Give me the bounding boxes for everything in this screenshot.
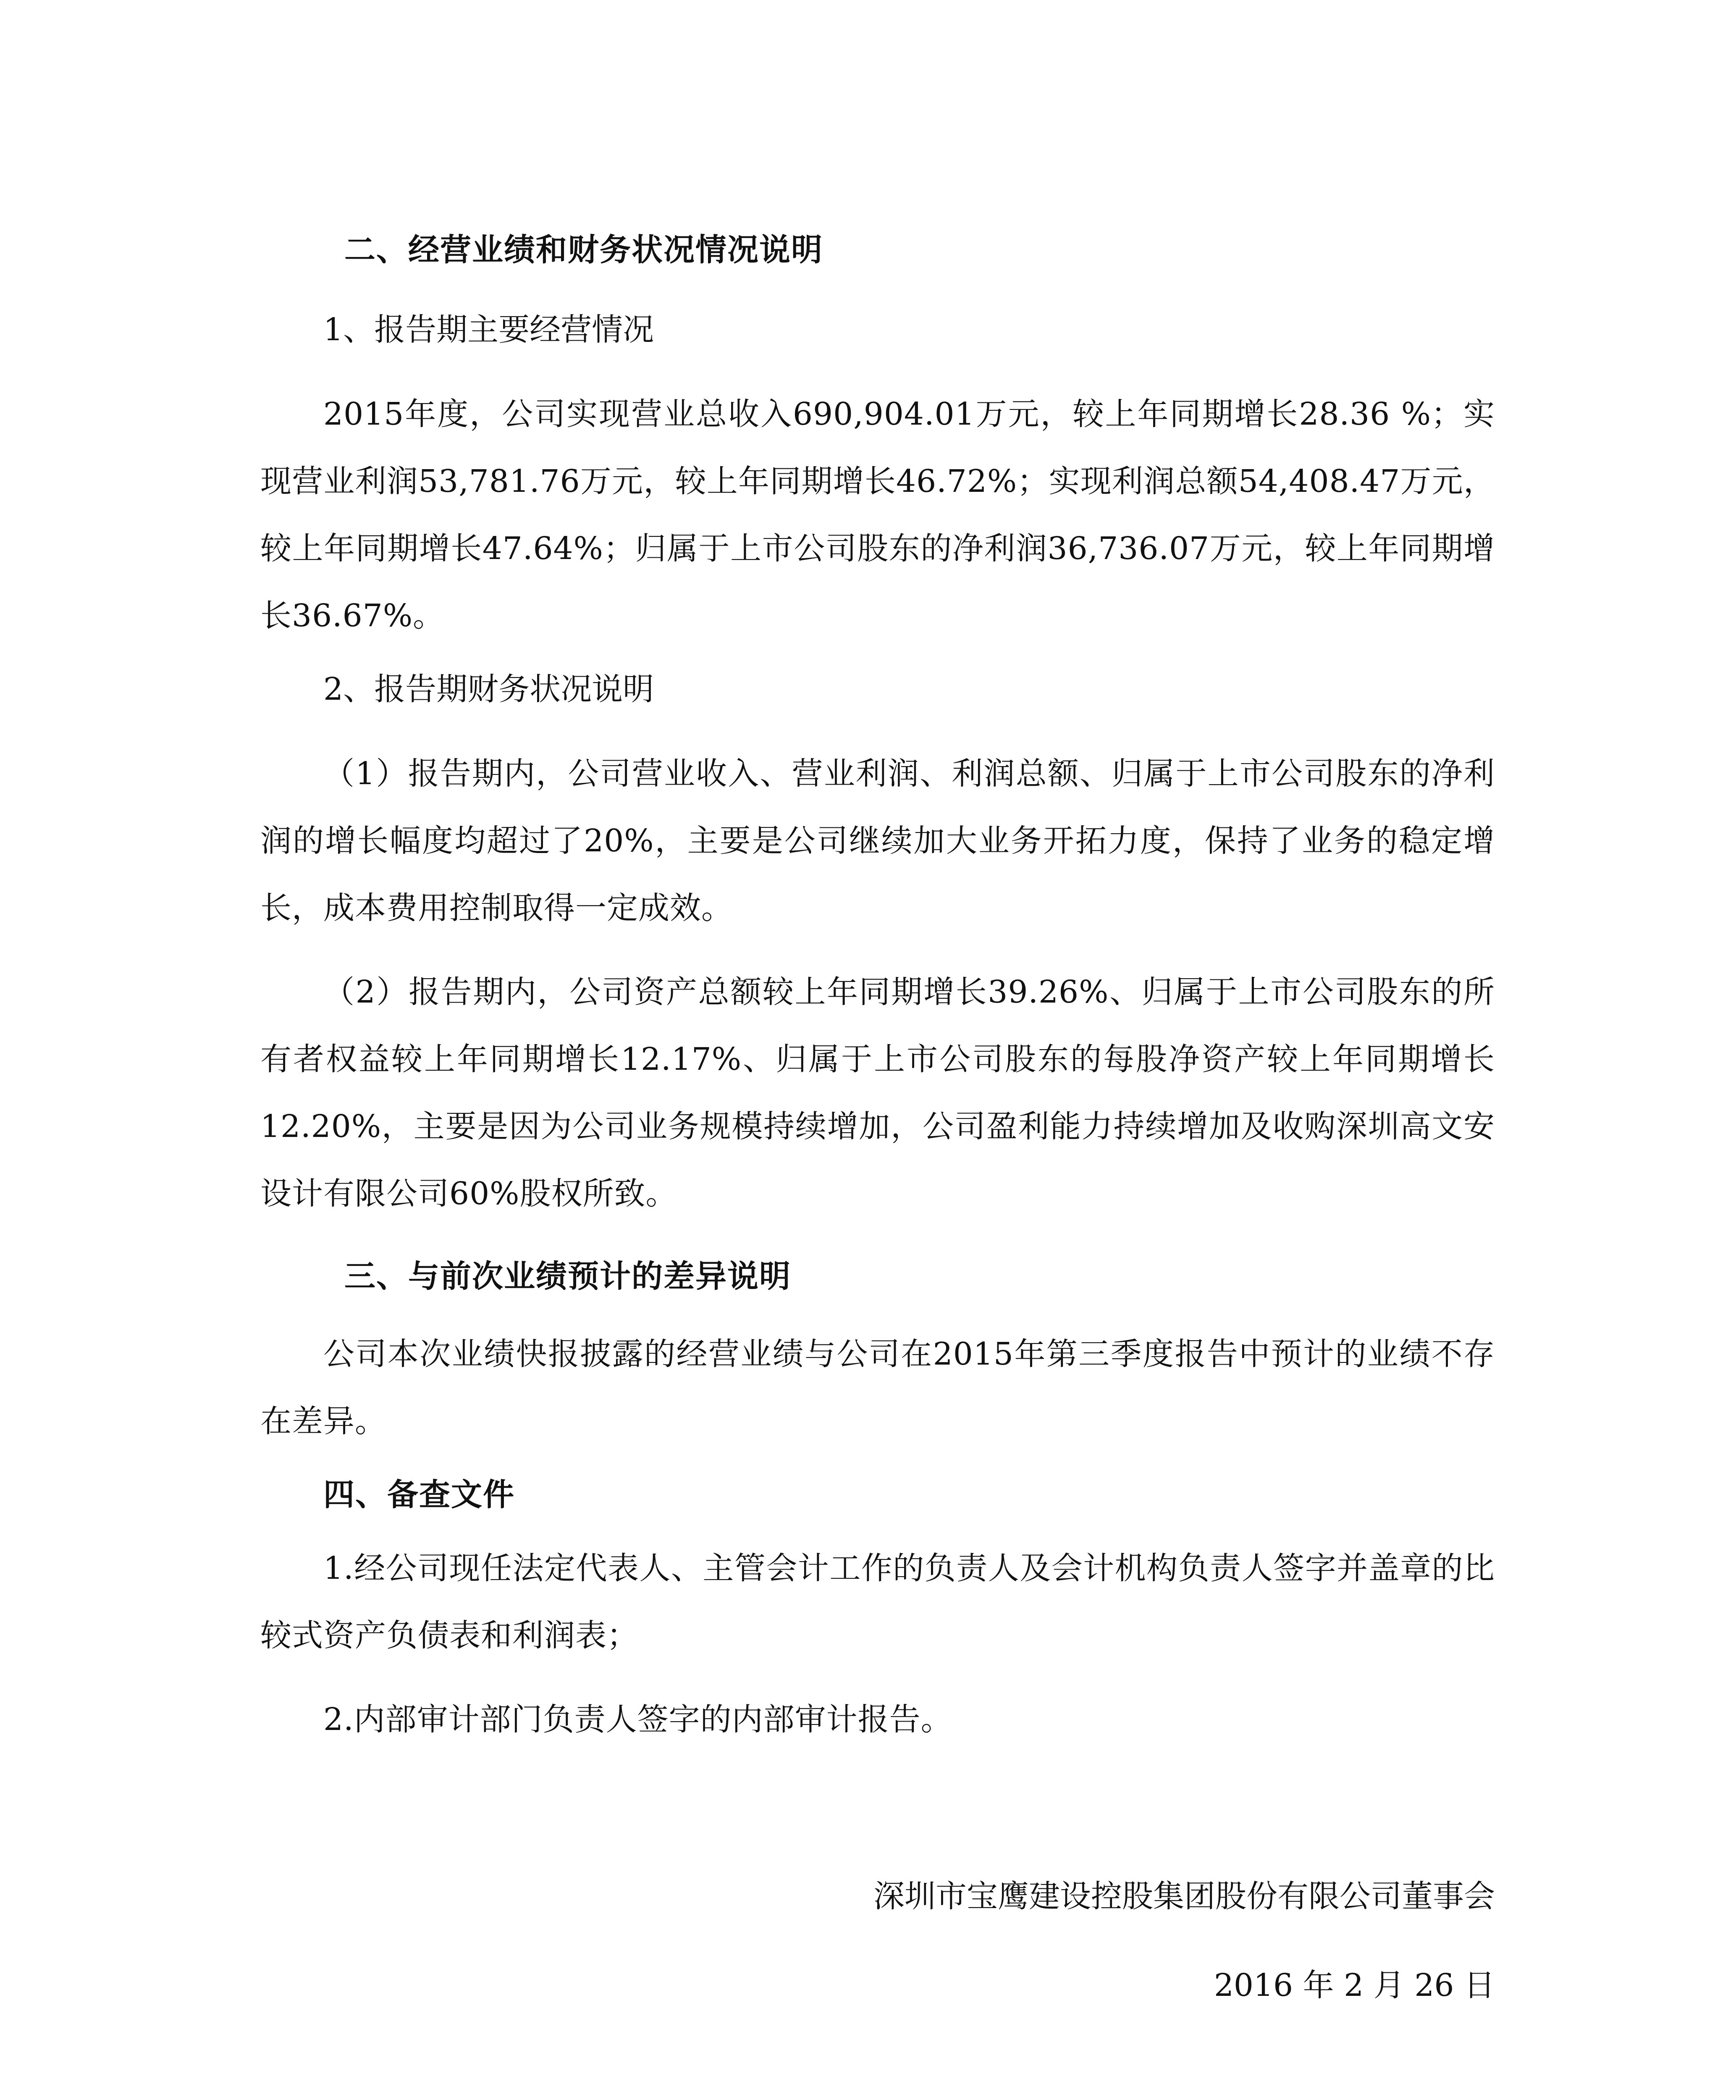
section2-para2: （1）报告期内，公司营业收入、营业利润、利润总额、归属于上市公司股东的净利润的增长幅度均超过了20%，主要是公司继续加大业务开拓力度，保持了业务的稳定增长，成本费用控制取得一定成效。 — [260, 756, 1495, 926]
section4-heading: 四、备查文件 — [323, 1477, 515, 1513]
section2-sub1: 1、报告期主要经营情况 — [323, 312, 654, 348]
section3-heading: 三、与前次业绩预计的差异说明 — [344, 1258, 791, 1294]
section2-para3: （2）报告期内，公司资产总额较上年同期增长39.26%、归属于上市公司股东的所有者权益较上年同期增长12.17%、归属于上市公司股东的每股净资产较上年同期增长12.20%，主要是因为公司业务规模持续增加，公司盈利能力持续增加及收购深圳高文安设计有限公司60%股权所致。 — [260, 974, 1495, 1212]
signature-board: 深圳市宝鹰建设控股集团股份有限公司董事会 — [873, 1878, 1495, 1914]
section4-item1: 1.经公司现任法定代表人、主管会计工作的负责人及会计机构负责人签字并盖章的比较式资产负债表和利润表； — [260, 1550, 1495, 1654]
section3-para: 公司本次业绩快报披露的经营业绩与公司在2015年第三季度报告中预计的业绩不存在差异。 — [260, 1336, 1495, 1439]
section2-para1: 2015年度，公司实现营业总收入690,904.01万元，较上年同期增长28.36 %；实现营业利润53,781.76万元，较上年同期增长46.72%；实现利润总额54,408.47万元，较上年同期增长47.64%；归属于上市公司股东的净利润36,736.07万元，较上年同期增长36.67%。 — [260, 396, 1495, 634]
signature-date: 2016 年 2 月 26 日 — [1214, 1967, 1495, 2003]
section2-sub2: 2、报告期财务状况说明 — [323, 671, 654, 707]
section4-item2: 2.内部审计部门负责人签字的内部审计报告。 — [323, 1701, 952, 1738]
document-body — [260, 227, 1495, 1753]
section2-heading: 二、经营业绩和财务状况情况说明 — [344, 232, 823, 268]
